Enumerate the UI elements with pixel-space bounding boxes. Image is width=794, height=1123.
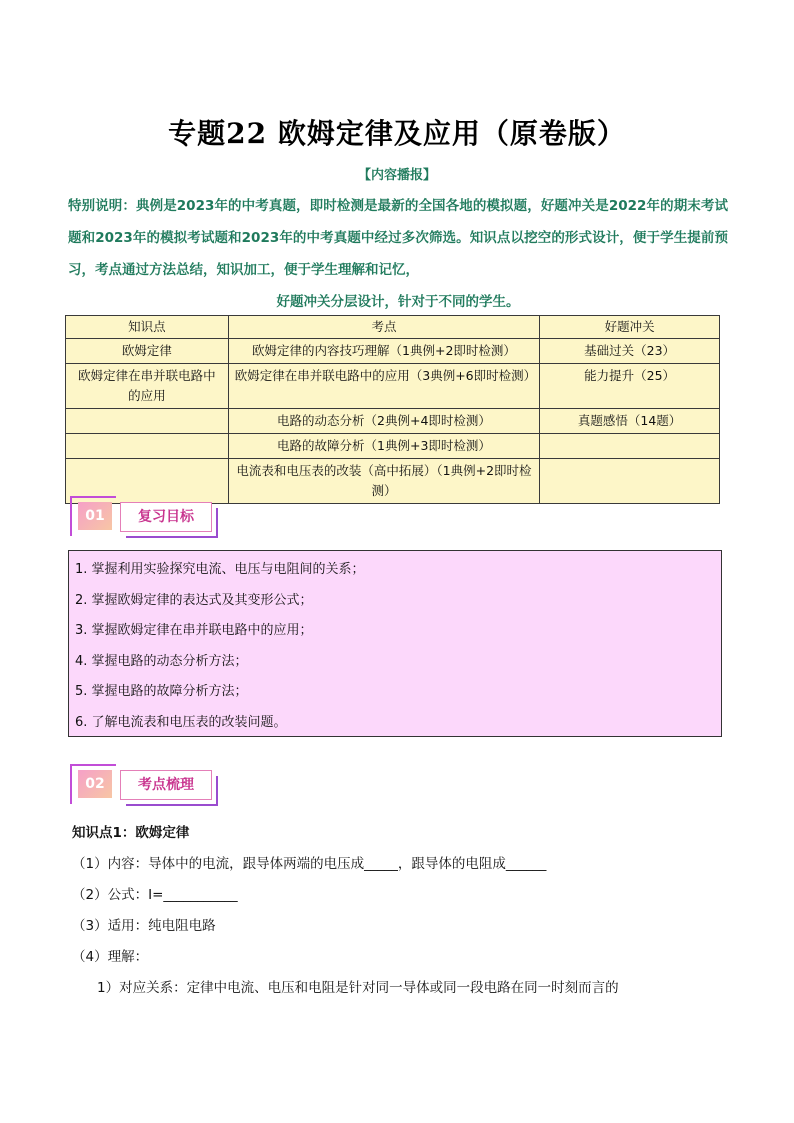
table-cell: 电路的故障分析（1典例+3即时检测） [228,434,539,459]
table-cell: 欧姆定律的内容技巧理解（1典例+2即时检测） [228,339,539,364]
knowledge-heading: 知识点1：欧姆定律 [72,825,190,841]
goal-item: 6. 了解电流表和电压表的改装问题。 [75,714,287,730]
table-cell: 欧姆定律在串并联电路中的应用 [66,364,229,409]
knowledge-line: （1）内容：导体中的电流，跟导体两端的电压成_____，跟导体的电阻成______ [72,856,547,872]
section-number: 02 [78,770,112,798]
table-row [66,434,720,459]
goal-item: 3. 掌握欧姆定律在串并联电路中的应用； [75,623,313,638]
notice-paragraph [68,190,728,318]
review-goals-box [68,550,722,737]
table-cell [540,434,720,459]
page-title: 专题22 欧姆定律及应用（原卷版） [168,117,626,150]
section-tag-key-points [70,764,230,808]
knowledge-line: （2）公式：I=___________ [72,887,238,903]
topics-table [65,315,720,504]
notice-line: 特别说明：典例是2023年的中考真题，即时检测是最新的全国各地的模拟题，好题冲关是2022 [68,198,647,214]
header-knowledge-point: 知识点 [66,316,229,339]
section-label: 复习目标 [120,502,212,532]
content-header: 【内容播报】 [357,168,436,183]
knowledge-line: （4）理解： [72,949,149,965]
table-cell: 欧姆定律在串并联电路中的应用（3典例+6即时检测） [228,364,539,409]
table-cell [66,409,229,434]
header-exam-point: 考点 [228,316,539,339]
table-cell [66,434,229,459]
knowledge-line: 1）对应关系：定律中电流、电压和电阻是针对同一导体或同一段电路在同一时刻而言的 [97,980,619,996]
goal-item: 2. 掌握欧姆定律的表达式及其变形公式； [75,592,313,608]
table-cell [540,459,720,504]
goal-item: 4. 掌握电路的动态分析方法； [75,653,248,669]
table-cell: 电流表和电压表的改装（高中拓展）（1典例+2即时检测） [228,459,539,504]
table-row [66,364,720,409]
header-practice: 好题冲关 [540,316,720,339]
table-row [66,409,720,434]
table-cell: 能力提升（25） [540,364,720,409]
section-label: 考点梳理 [120,770,212,800]
table-row [66,339,720,364]
goal-item: 5. 掌握电路的故障分析方法； [75,684,248,699]
table-cell: 基础过关（23） [540,339,720,364]
notice-line: 好题冲关分层设计，针对于不同的学生。 [276,294,520,310]
section-tag-review-goals [70,496,230,540]
section-number: 01 [78,502,112,530]
table-cell: 电路的动态分析（2典例+4即时检测） [228,409,539,434]
table-header-row [66,316,720,339]
notice-line: 年的期末考试题和2023年的模拟考试题和2023年的中考真题中经过多次筛选。知识点以挖 [68,198,728,246]
knowledge-line: （3）适用：纯电阻电路 [72,918,216,934]
table-cell: 真题感悟（14题） [540,409,720,434]
goal-item: 1. 掌握利用实验探究电流、电压与电阻间的关系； [75,562,365,577]
knowledge-section [72,818,732,1004]
table-cell: 欧姆定律 [66,339,229,364]
notice-line: 空的形式设计，便于学生提前预习，考点通过方法总结，知识加工，便于学生理解和记忆， [68,230,729,278]
